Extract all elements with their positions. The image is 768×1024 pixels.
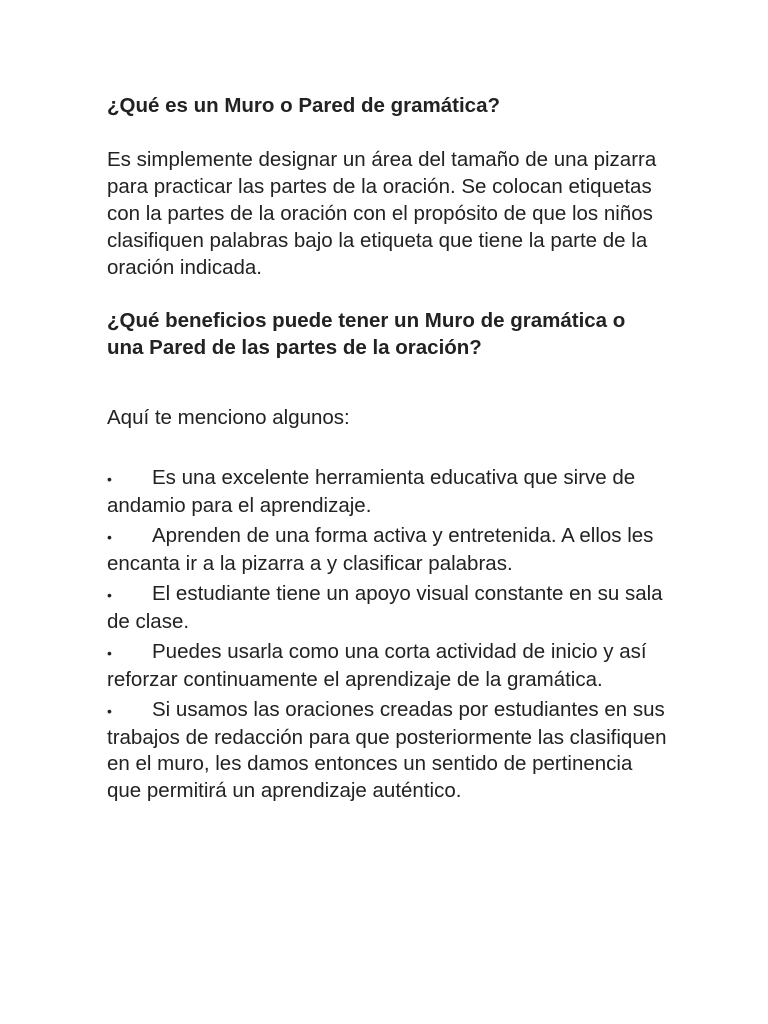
intro-paragraph: Aquí te menciono algunos: — [107, 406, 350, 429]
bullet-icon: • — [107, 529, 112, 545]
definition-paragraph: Es simplemente designar un área del tamaño de una pizarra para practicar las partes de la oración. Se colocan etiquetas con la partes de la oración con el propósito de que los niños clasifiquen palabras bajo la etiqueta que tiene la parte de la oración indicada. — [107, 148, 657, 279]
heading-benefits: ¿Qué beneficios puede tener un Muro de gramática o una Pared de las partes de la oración? — [107, 309, 626, 359]
list-item — [107, 523, 667, 577]
list-item-text: Aprenden de una forma activa y entretenida. A ellos les encanta ir a la pizarra a y clasificar palabras. — [107, 524, 654, 575]
list-item — [107, 581, 667, 635]
bullet-icon: • — [107, 703, 112, 719]
bullet-icon: • — [107, 587, 112, 603]
list-item — [107, 465, 667, 519]
list-item-text: Es una excelente herramienta educativa que sirve de andamio para el aprendizaje. — [107, 466, 636, 517]
list-item — [107, 697, 667, 804]
list-item-text: Puedes usarla como una corta actividad de inicio y así reforzar continuamente el aprendizaje de la gramática. — [107, 640, 647, 691]
list-item — [107, 639, 667, 693]
benefits-list — [107, 465, 667, 808]
heading-what-is: ¿Qué es un Muro o Pared de gramática? — [107, 94, 501, 117]
bullet-icon: • — [107, 645, 112, 661]
list-item-text: El estudiante tiene un apoyo visual constante en su sala de clase. — [107, 582, 663, 633]
list-item-text: Si usamos las oraciones creadas por estudiantes en sus trabajos de redacción para que posteriormente las clasifiquen en el muro, les damos entonces un sentido de pertinencia que permitirá un aprendizaje auténtico. — [107, 698, 667, 802]
bullet-icon: • — [107, 471, 112, 487]
